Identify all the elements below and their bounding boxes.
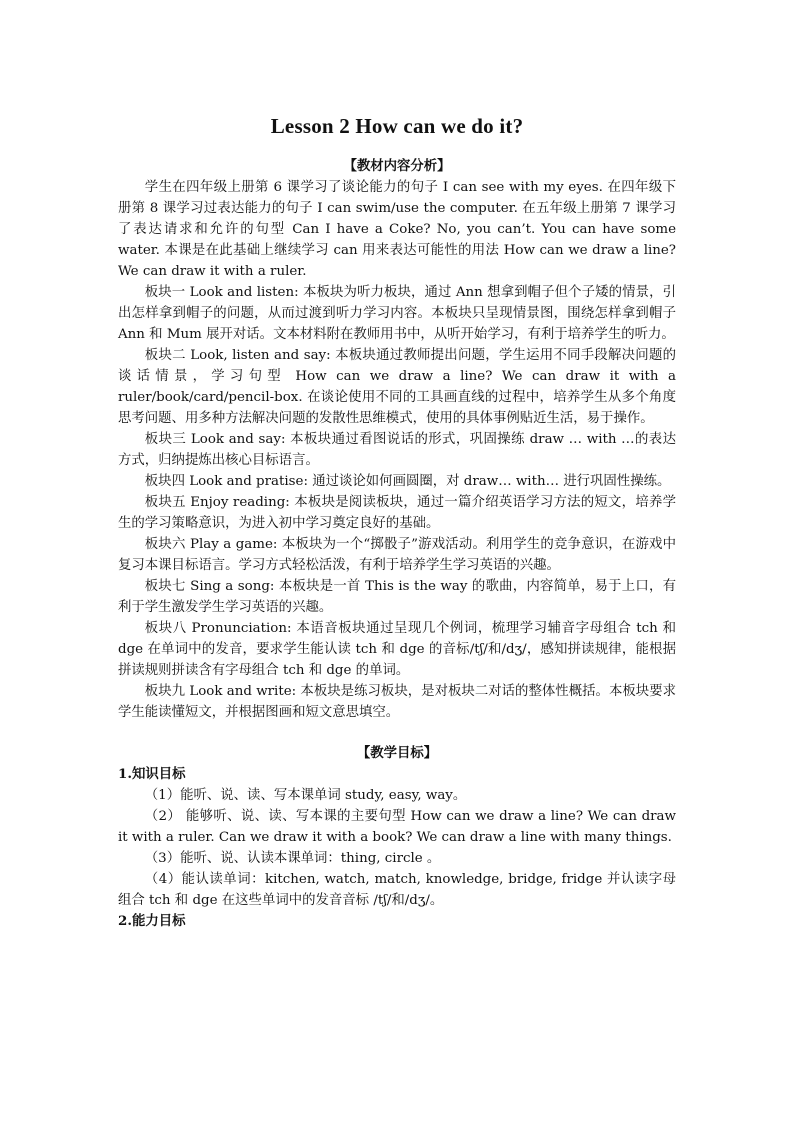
paragraph-block-3: 板块三 Look and say: 本板块通过看图说话的形式，巩固操练 draw … with …的表达方式，归纳提炼出核心目标语言。 (118, 432, 676, 468)
paragraph-block-5: 板块五 Enjoy reading: 本板块是阅读板块，通过一篇介绍英语学习方法的短文，培养学生的学习策略意识，为进入初中学习奠定良好的基础。 (118, 495, 676, 531)
paragraph-block-6: 板块六 Play a game: 本板块为一个“掷骰子”游戏活动。利用学生的竞争意识，在游戏中复习本课目标语言。学习方式轻松活泼，有利于培养学生学习英语的兴趣。 (118, 537, 676, 573)
paragraph-block-1: 板块一 Look and listen: 本板块为听力板块，通过 Ann 想拿到帽子但个子矮的情景，引出怎样拿到帽子的问题，从而过渡到听力学习内容。本板块只呈现情景图，围绕怎样拿到帽子 Ann 和 Mum 展开对话。文本材料附在教师用书中，从听开始学习，有利于培养学生的听力。 (118, 285, 676, 342)
paragraph-block-9: 板块九 Look and write: 本板块是练习板块，是对板块二对话的整体性概括。本板块要求学生能读懂短文，并根据图画和短文意思填空。 (118, 684, 676, 720)
subheading-knowledge: 1.知识目标 (118, 766, 186, 782)
paragraph-intro: 学生在四年级上册第 6 课学习了谈论能力的句子 I can see with my eyes. 在四年级下册第 8 课学习过表达能力的句子 I can swim/use the computer. 在五年级上册第 7 课学习了表达请求和允许的句型 Can I have a Coke? No, you can’t. You can have some water. 本课是在此基础上继续学习 can 用来表达可能性的用法 How can we draw a line? We can draw it with a ruler. (118, 180, 676, 279)
document-body (118, 156, 676, 932)
subheading-ability: 2.能力目标 (118, 913, 186, 929)
objective-item-2: （2） 能够听、说、读、写本课的主要句型 How can we draw a line? We can draw it with a ruler. Can we draw it with a book? We can draw a line with many things. (118, 809, 676, 845)
paragraph-block-8: 板块八 Pronunciation: 本语音板块通过呈现几个例词，梳理学习辅音字母组合 tch 和 dge 在单词中的发音，要求学生能认读 tch 和 dge 的音标/tʃ/和/dʒ/，感知拼读规律，能根据拼读规则拼读含有字母组合 tch 和 dge 的单词。 (118, 621, 676, 678)
objective-item-3: （3）能听、说、认读本课单词：thing, circle 。 (144, 851, 441, 866)
paragraph-block-2: 板块二 Look, listen and say: 本板块通过教师提出问题，学生运用不同手段解决问题的谈话情景，学习句型 How can we draw a line? We can draw it with a ruler/book/card/pencil-box. 在谈论使用不同的工具画直线的过程中，培养学生从多个角度思考问题、用多种方法解决问题的发散性思维模式，使用的具体事例贴近生活，易于操作。 (118, 348, 676, 426)
lesson-title: Lesson 2 How can we do it? (270, 114, 524, 138)
section-spacer (118, 723, 676, 743)
section-heading-objectives: 【教学目标】 (356, 745, 438, 761)
objective-item-4: （4）能认读单词：kitchen, watch, match, knowledge, bridge, fridge 并认读字母组合 tch 和 dge 在这些单词中的发音音标 /tʃ/和/dʒ/。 (118, 872, 676, 908)
section-heading-analysis: 【教材内容分析】 (343, 158, 451, 174)
paragraph-block-7: 板块七 Sing a song: 本板块是一首 This is the way 的歌曲，内容简单，易于上口，有利于学生激发学生学习英语的兴趣。 (118, 579, 676, 615)
objective-item-1: （1）能听、说、读、写本课单词 study, easy, way。 (144, 788, 467, 803)
paragraph-block-4: 板块四 Look and pratise: 通过谈论如何画圆圈，对 draw… with… 进行巩固性操练。 (144, 474, 671, 489)
